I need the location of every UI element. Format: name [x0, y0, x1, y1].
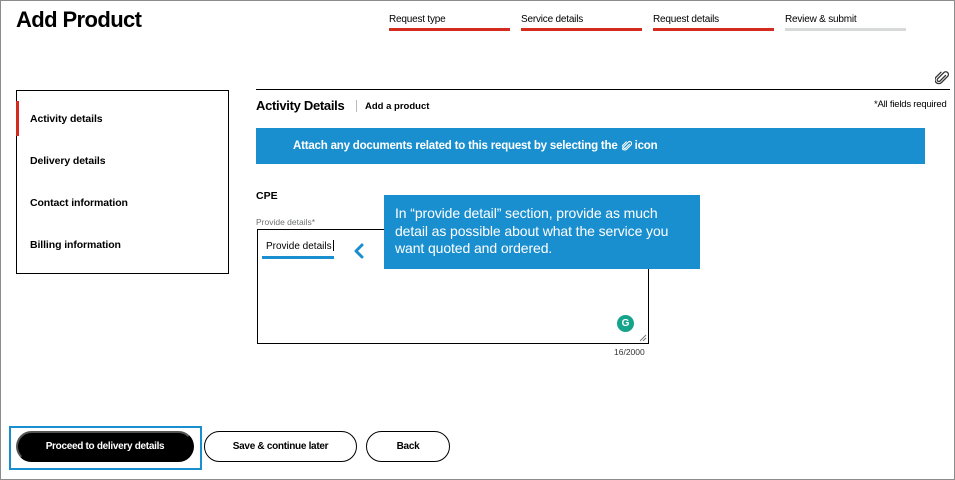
progress-steps	[389, 14, 906, 31]
grammarly-icon[interactable]: G	[617, 315, 634, 332]
banner-text: Attach any documents related to this request by selecting the	[293, 140, 618, 152]
banner-text-end: icon	[634, 140, 658, 152]
resize-handle-icon[interactable]	[639, 334, 647, 342]
chevron-left-icon	[352, 242, 366, 260]
page-title: Add Product	[16, 7, 142, 32]
sidenav-item-delivery-details[interactable]: Delivery details	[30, 155, 106, 167]
paperclip-icon[interactable]	[935, 70, 949, 86]
step-review-submit: Review & submit	[785, 14, 906, 31]
section-title: Activity Details	[256, 98, 345, 113]
proceed-button[interactable]: Proceed to delivery details	[16, 431, 194, 462]
provide-details-label: Provide details*	[256, 217, 316, 227]
character-count: 16/2000	[614, 347, 645, 357]
section-subtitle: Add a product	[365, 101, 430, 112]
sidenav-item-contact-information[interactable]: Contact information	[30, 197, 128, 209]
paperclip-icon	[622, 140, 632, 152]
textarea-value: Provide details	[266, 241, 332, 252]
section-divider	[256, 89, 950, 90]
cpe-heading: CPE	[256, 190, 278, 202]
sidenav-item-activity-details[interactable]: Activity details	[30, 113, 103, 125]
attach-documents-banner	[256, 128, 925, 164]
required-fields-note: *All fields required	[874, 99, 947, 110]
instruction-callout: In “provide detail” section, provide as much detail as possible about what the service you want quoted and ordered.	[384, 195, 700, 269]
step-request-type[interactable]: Request type	[389, 14, 510, 31]
annotation-underline	[262, 256, 334, 259]
step-request-details[interactable]: Request details	[653, 14, 774, 31]
active-indicator	[16, 101, 19, 136]
title-separator	[356, 100, 357, 112]
text-caret	[333, 240, 334, 251]
step-service-details[interactable]: Service details	[521, 14, 642, 31]
save-continue-later-button[interactable]: Save & continue later	[204, 431, 357, 462]
back-button[interactable]: Back	[366, 431, 450, 462]
side-navigation	[16, 90, 229, 274]
sidenav-item-billing-information[interactable]: Billing information	[30, 239, 121, 251]
